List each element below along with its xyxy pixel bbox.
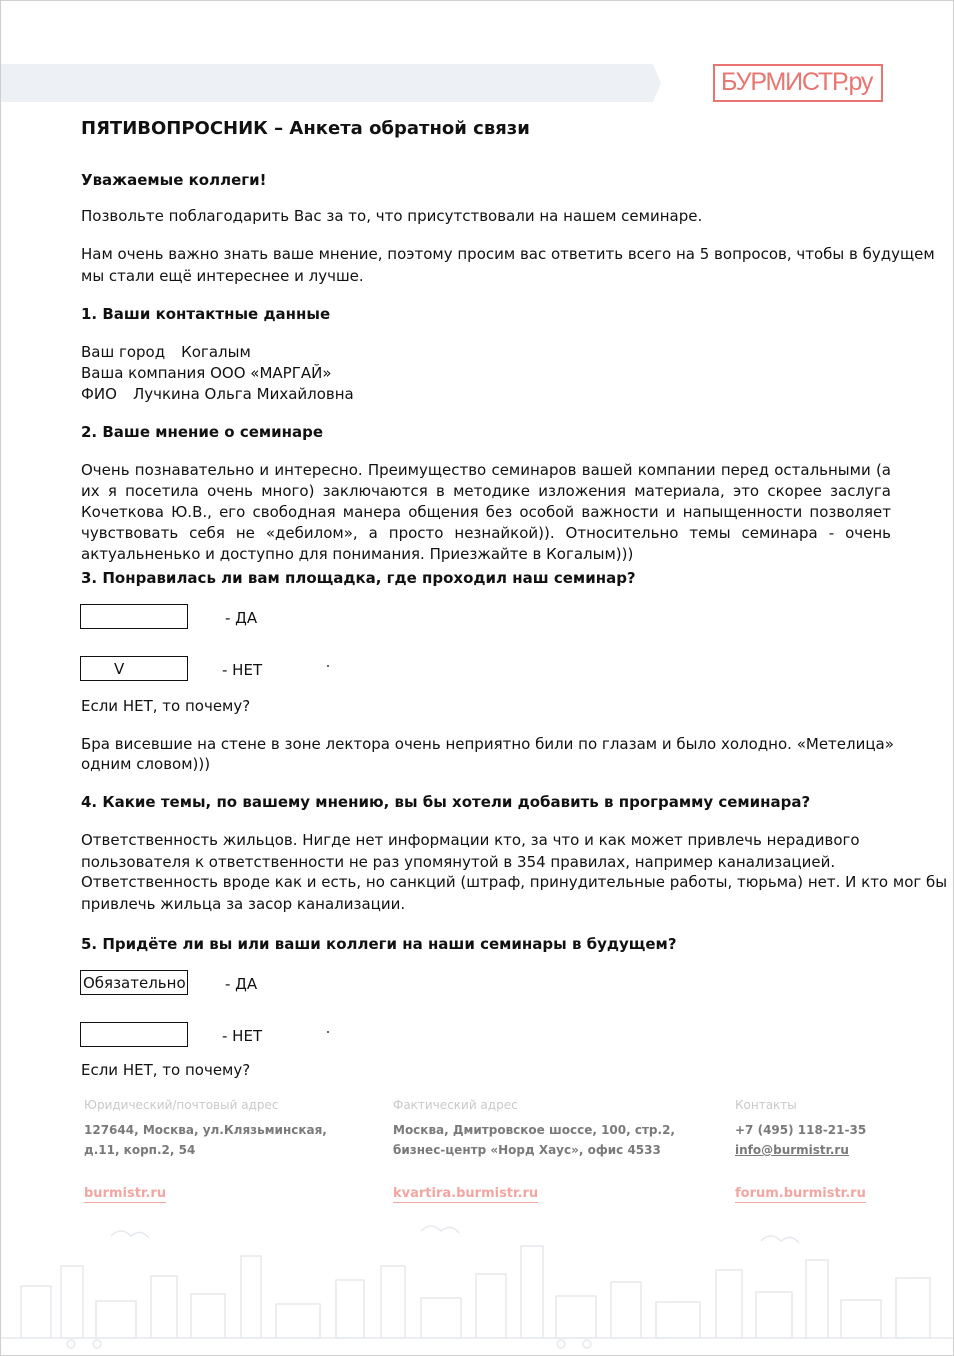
q4-heading: 4. Какие темы, по вашему мнению, вы бы хотели добавить в программу семинара? [81, 793, 811, 811]
footer-email[interactable]: info@burmistr.ru [735, 1143, 849, 1157]
q3-why-answer-line-1: Бра висевшие на стене в зоне лектора очень неприятно били по глазам и было холодно. «Метелица» [81, 735, 894, 753]
q1-company-row [81, 363, 332, 384]
footer-contacts-label: Контакты [735, 1098, 797, 1112]
q3-no-label: - НЕТ [222, 661, 263, 679]
q5-no-label: - НЕТ [222, 1027, 263, 1045]
q5-no-box[interactable] [80, 1022, 188, 1047]
q3-yes-label: - ДА [225, 609, 258, 627]
q3-no-box[interactable]: V [80, 656, 188, 681]
footer-link-kvartira[interactable]: kvartira.burmistr.ru [393, 1186, 539, 1201]
q1-heading: 1. Ваши контактные данные [81, 305, 331, 323]
brand-logo [713, 64, 889, 102]
stray-dot [327, 665, 329, 667]
q2-heading: 2. Ваше мнение о семинаре [81, 423, 324, 441]
q4-answer-line-1: Ответственность жильцов. Нигде нет информации кто, за что и как может привлечь нерадивого [81, 831, 860, 849]
stray-dot [327, 1031, 329, 1033]
footer-legal-label: Юридический/почтовый адрес [84, 1098, 279, 1112]
q5-yes-box[interactable]: Обязательно [80, 970, 188, 995]
intro-paragraph-1: Позвольте поблагодарить Вас за то, что присутствовали на нашем семинаре. [81, 207, 703, 225]
footer-legal-line-1: 127644, Москва, ул.Клязьминская, [84, 1123, 327, 1137]
footer-phone: +7 (495) 118-21-35 [735, 1123, 867, 1137]
footer-actual-label: Фактический адрес [393, 1098, 518, 1112]
page-title: ПЯТИВОПРОСНИК – Анкета обратной связи [81, 118, 530, 139]
q4-answer-line-4: привлечь жильца за засор канализации. [81, 895, 406, 913]
city-skyline-illustration [1, 1216, 953, 1356]
q5-yes-label: - ДА [225, 975, 258, 993]
greeting: Уважаемые коллеги! [81, 171, 267, 189]
q1-fio-label: ФИО [81, 385, 117, 403]
footer-actual-address [393, 1120, 675, 1160]
q1-city-value: Когалым [181, 343, 251, 361]
q1-company-label: Ваша компания [81, 364, 206, 382]
q1-company-value: ООО «МАРГАЙ» [210, 364, 332, 382]
q5-why-label: Если НЕТ, то почему? [81, 1061, 251, 1079]
intro-paragraph-2-line-1: Нам очень важно знать ваше мнение, поэтому просим вас ответить всего на 5 вопросов, чтобы в будущем [81, 245, 935, 263]
q3-heading: 3. Понравилась ли вам площадка, где проходил наш семинар? [81, 569, 636, 587]
q4-answer-line-2: пользователя к ответственности не раз упомянутой в 354 правилах, например канализацией. [81, 853, 836, 871]
footer-link-burmistr[interactable]: burmistr.ru [84, 1186, 167, 1201]
q3-yes-box[interactable] [80, 604, 188, 629]
footer-actual-line-1: Москва, Дмитровское шоссе, 100, стр.2, [393, 1123, 675, 1137]
q1-fio-row [81, 384, 354, 405]
footer-legal-line-2: д.11, корп.2, 54 [84, 1143, 196, 1157]
q2-answer: Очень познавательно и интересно. Преимущество семинаров вашей компании перед остальными (а их я посетила очень много) заключаются в методике изложения материала, это скорее заслуга Кочеткова Ю.В., его свободная манера общения без особой важности и напыщенности позволяет чувствовать себя не «дебилом», а просто незнайкой)). Относительно темы семинара - очень актуальненько и доступно для понимания. Приезжайте в Когалым))) [81, 461, 891, 563]
q1-city-label: Ваш город [81, 343, 166, 361]
q3-why-label: Если НЕТ, то почему? [81, 697, 251, 715]
footer-link-forum[interactable]: forum.burmistr.ru [735, 1186, 866, 1201]
footer-legal-address [84, 1120, 327, 1160]
intro-paragraph-2-line-2: мы стали ещё интереснее и лучше. [81, 267, 364, 285]
q1-city-row [81, 342, 251, 363]
footer-actual-line-2: бизнес-центр «Норд Хаус», офис 4533 [393, 1143, 661, 1157]
header-band [1, 64, 661, 102]
q4-answer-line-3: Ответственность вроде как и есть, но санкций (штраф, принудительные работы, тюрьма) нет. И кто мог бы [81, 873, 948, 891]
q1-fio-value: Лучкина Ольга Михайловна [132, 385, 354, 403]
logo-text: БУРМИСТР.ру [721, 68, 873, 96]
q3-why-answer-line-2: одним словом))) [81, 755, 211, 773]
footer-contacts [735, 1120, 866, 1160]
q5-heading: 5. Придёте ли вы или ваши коллеги на наши семинары в будущем? [81, 935, 677, 953]
